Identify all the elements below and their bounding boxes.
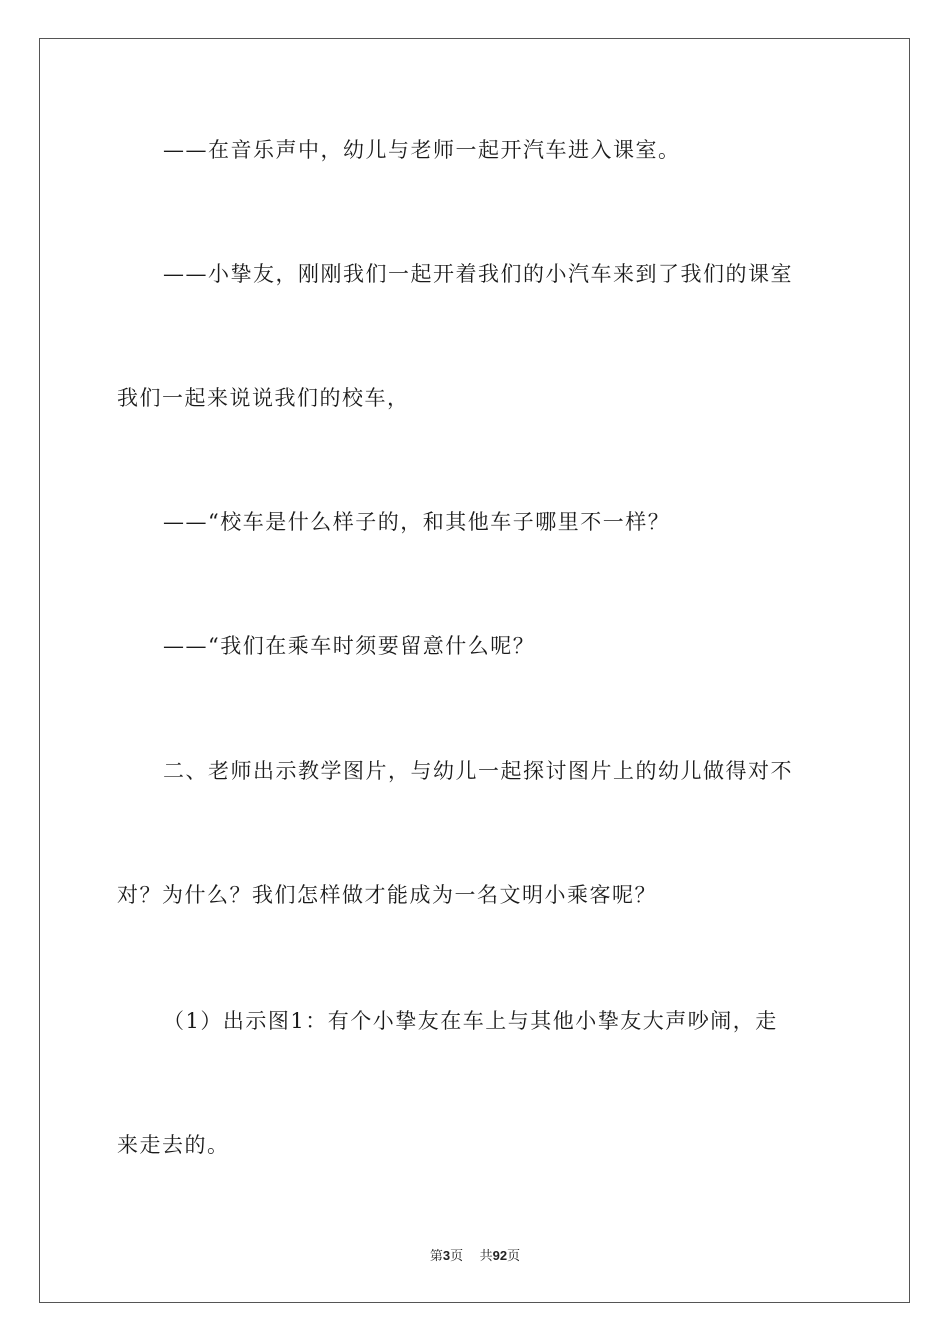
page-prefix: 第 <box>429 1249 443 1264</box>
paragraph-line-8: （1）出示图1：有个小挚友在车上与其他小挚友大声吵闹，走 <box>163 1009 778 1033</box>
total-prefix: 共 <box>479 1249 493 1264</box>
paragraph-line-1: ——在音乐声中，幼儿与老师一起开汽车进入课室。 <box>163 138 681 162</box>
page-suffix: 页 <box>450 1249 464 1264</box>
paragraph-line-2: ——小挚友，刚刚我们一起开着我们的小汽车来到了我们的课室 <box>163 262 793 286</box>
paragraph-line-6: 二、老师出示教学图片，与幼儿一起探讨图片上的幼儿做得对不 <box>163 759 793 783</box>
paragraph-line-5: ——“我们在乘车时须要留意什么呢？ <box>163 634 536 658</box>
page-total: 92 <box>492 1248 508 1263</box>
total-suffix: 页 <box>507 1249 521 1264</box>
page-current: 3 <box>442 1248 451 1263</box>
paragraph-line-7: 对？为什么？我们怎样做才能成为一名文明小乘客呢？ <box>117 883 657 907</box>
page-footer <box>0 1247 950 1266</box>
page-border <box>39 38 910 1303</box>
paragraph-line-9: 来走去的。 <box>117 1133 230 1157</box>
paragraph-line-4: ——“校车是什么样子的，和其他车子哪里不一样？ <box>163 510 671 534</box>
paragraph-line-3: 我们一起来说说我们的校车， <box>117 386 410 410</box>
